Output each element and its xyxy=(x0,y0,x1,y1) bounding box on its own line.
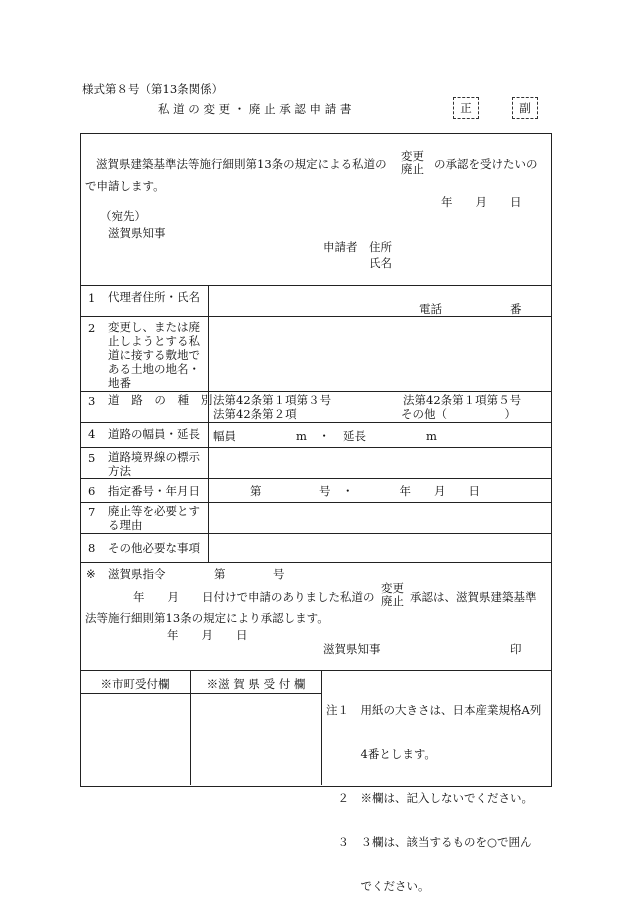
address-label: 住所 xyxy=(369,240,392,254)
city-reception-field[interactable] xyxy=(82,696,188,782)
row-number: 2 xyxy=(88,321,96,335)
approval-text: 年 月 日付けで申請のありました私道の xyxy=(133,590,375,604)
note-line: ３ ３欄は、該当するものを○で囲ん xyxy=(326,835,532,849)
divider xyxy=(80,316,551,317)
option-abolish: 廃止 xyxy=(401,162,424,176)
agent-input[interactable] xyxy=(212,288,546,314)
designation-value[interactable]: 第 号 ・ 年 月 日 xyxy=(250,484,480,498)
reason-input[interactable] xyxy=(212,505,546,531)
row-number: 7 xyxy=(88,505,96,519)
directive-label: 滋賀県指令 xyxy=(108,567,166,581)
divider xyxy=(80,502,551,503)
row-number: 4 xyxy=(88,427,96,441)
row-label-designation: 指定番号・年月日 xyxy=(108,484,200,498)
divider xyxy=(80,478,551,479)
form-number: 様式第８号（第13条関係） xyxy=(82,82,224,96)
intro-text-cont: で申請します。 xyxy=(85,179,165,193)
name-label: 氏名 xyxy=(369,256,392,270)
row-label-road-type: 道 路 の 種 別 xyxy=(108,393,217,407)
length-unit: m xyxy=(426,429,437,443)
approval-text-cont: 法等施行細則第13条の規定により承認します。 xyxy=(85,611,329,625)
divider xyxy=(80,533,551,534)
divider xyxy=(80,670,551,671)
intro-text-after: の承認を受けたいの xyxy=(434,157,538,171)
addressee-label: （宛先） xyxy=(100,209,146,223)
row-label-agent: 代理者住所・氏名 xyxy=(108,290,200,304)
divider xyxy=(80,693,321,694)
form-title: 私 道 の 変 更 ・ 廃 止 承 認 申 請 書 xyxy=(158,102,352,116)
directive-go: 号 xyxy=(273,567,285,581)
approval-mark: ※ xyxy=(86,567,96,581)
row-number: 1 xyxy=(88,291,96,305)
site-input[interactable] xyxy=(212,319,546,389)
row-label-reason: 廃止等を必要とする理由 xyxy=(108,504,200,532)
intro-text: 滋賀県建築基準法等施行細則第13条の規定による私道の xyxy=(96,157,387,171)
row-label-width-length: 道路の幅員・延長 xyxy=(108,427,200,441)
boundary-input[interactable] xyxy=(212,450,546,476)
option-change: 変更 xyxy=(401,149,424,163)
road-type-option-4[interactable]: その他（ ） xyxy=(401,407,516,421)
column-divider xyxy=(208,285,209,562)
width-label: 幅員 xyxy=(213,429,236,443)
divider xyxy=(80,285,551,286)
applicant-label: 申請者 xyxy=(323,240,358,254)
divider xyxy=(80,422,551,423)
stamp-copy: 副 xyxy=(512,97,538,119)
length-label: 延長 xyxy=(343,429,366,443)
pref-reception-field[interactable] xyxy=(193,696,319,782)
approval-governor: 滋賀県知事 xyxy=(323,642,381,656)
divider xyxy=(80,391,551,392)
phone-label: 電話 xyxy=(419,302,442,316)
note-line: 4番とします。 xyxy=(326,747,436,761)
row-number: 8 xyxy=(88,541,96,555)
width-unit: m ・ xyxy=(296,429,330,443)
directive-dai: 第 xyxy=(214,567,226,581)
column-divider xyxy=(321,670,322,785)
approval-option xyxy=(381,582,404,608)
approval-option-abolish: 廃止 xyxy=(381,594,404,608)
road-type-option-1[interactable]: 法第42条第１項第３号 xyxy=(213,393,332,407)
notes xyxy=(326,674,548,908)
divider xyxy=(80,447,551,448)
seal-mark: 印 xyxy=(510,642,522,656)
approval-date: 年 月 日 xyxy=(167,628,248,642)
row-number: 6 xyxy=(88,484,96,498)
row-label-site: 変更し、または廃止しようとする私道に接する敷地である土地の地名・地番 xyxy=(108,320,200,390)
addressee: 滋賀県知事 xyxy=(108,226,166,240)
note-line: でください。 xyxy=(326,879,430,893)
row-label-other: その他必要な事項 xyxy=(108,541,200,555)
phone-suffix: 番 xyxy=(510,302,522,316)
road-type-option-2[interactable]: 法第42条第１項第５号 xyxy=(403,393,522,407)
divider xyxy=(80,562,551,563)
note-line: 注１ 用紙の大きさは、日本産業規格A列 xyxy=(326,703,542,717)
stamp-original: 正 xyxy=(453,97,479,119)
note-line: ２ ※欄は、記入しないでください。 xyxy=(326,791,533,805)
application-date[interactable]: 年 月 日 xyxy=(441,195,522,209)
option-change-abolish[interactable] xyxy=(401,150,424,176)
approval-option-change: 変更 xyxy=(381,581,404,595)
row-label-boundary: 道路境界線の標示方法 xyxy=(108,450,200,478)
row-number: 3 xyxy=(88,394,96,408)
pref-reception-header: ※滋 賀 県 受 付 欄 xyxy=(206,677,306,691)
city-reception-header: ※市町受付欄 xyxy=(100,677,170,691)
row-number: 5 xyxy=(88,451,96,465)
approval-text-after: 承認は、滋賀県建築基準 xyxy=(410,590,537,604)
road-type-option-3[interactable]: 法第42条第２項 xyxy=(213,407,297,421)
other-input[interactable] xyxy=(212,536,546,560)
